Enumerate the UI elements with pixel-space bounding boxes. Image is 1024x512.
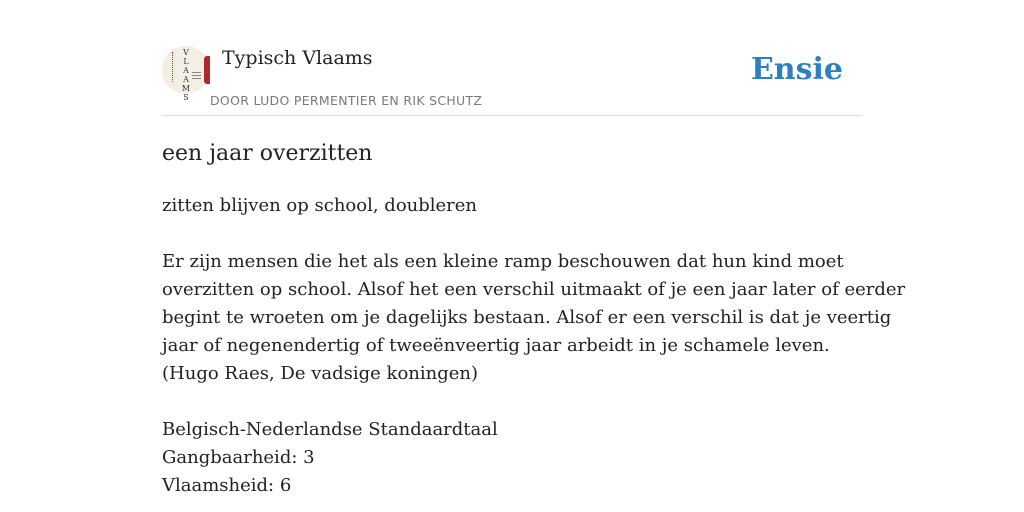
site-header (162, 46, 862, 116)
quote-line: Er zijn mensen die het als een kleine ramp beschouwen dat hun kind moet (162, 251, 844, 272)
quote-line: jaar of negenendertig of tweeënveertig jaar arbeidt in je schamele leven. (162, 335, 830, 356)
logo-text-lines (192, 72, 201, 81)
site-title[interactable]: Typisch Vlaams (222, 47, 373, 69)
entry-content (162, 192, 906, 500)
logo-letter: L (183, 57, 189, 66)
gangbaarheid-value: Gangbaarheid: 3 (162, 447, 315, 468)
logo-letter: M (181, 84, 191, 93)
logo-red-stripe (204, 56, 210, 84)
ensie-brand-logo[interactable]: Ensie (750, 52, 843, 87)
definition-text: zitten blijven op school, doubleren (162, 195, 478, 216)
vlaams-book-logo-icon[interactable] (162, 46, 210, 102)
register-label: Belgisch-Nederlandse Standaardtaal (162, 419, 498, 440)
quote-line: begint te wroeten om je dagelijks bestaan. Alsof er een verschil is dat je veertig (162, 307, 892, 328)
logo-letter: V (183, 48, 189, 57)
quote-source: (Hugo Raes, De vadsige koningen) (162, 363, 479, 384)
vlaamsheid-value: Vlaamsheid: 6 (162, 475, 292, 496)
logo-dotted-rule (172, 52, 177, 82)
byline: DOOR LUDO PERMENTIER EN RIK SCHUTZ (210, 93, 483, 108)
logo-letters (179, 48, 193, 102)
logo-letter: S (183, 93, 189, 102)
logo-letter: A (183, 75, 189, 84)
logo-letter: A (183, 66, 189, 75)
page-title: een jaar overzitten (162, 141, 373, 166)
quote-line: overzitten op school. Alsof het een verschil uitmaakt of je een jaar later of eerder (162, 279, 906, 300)
